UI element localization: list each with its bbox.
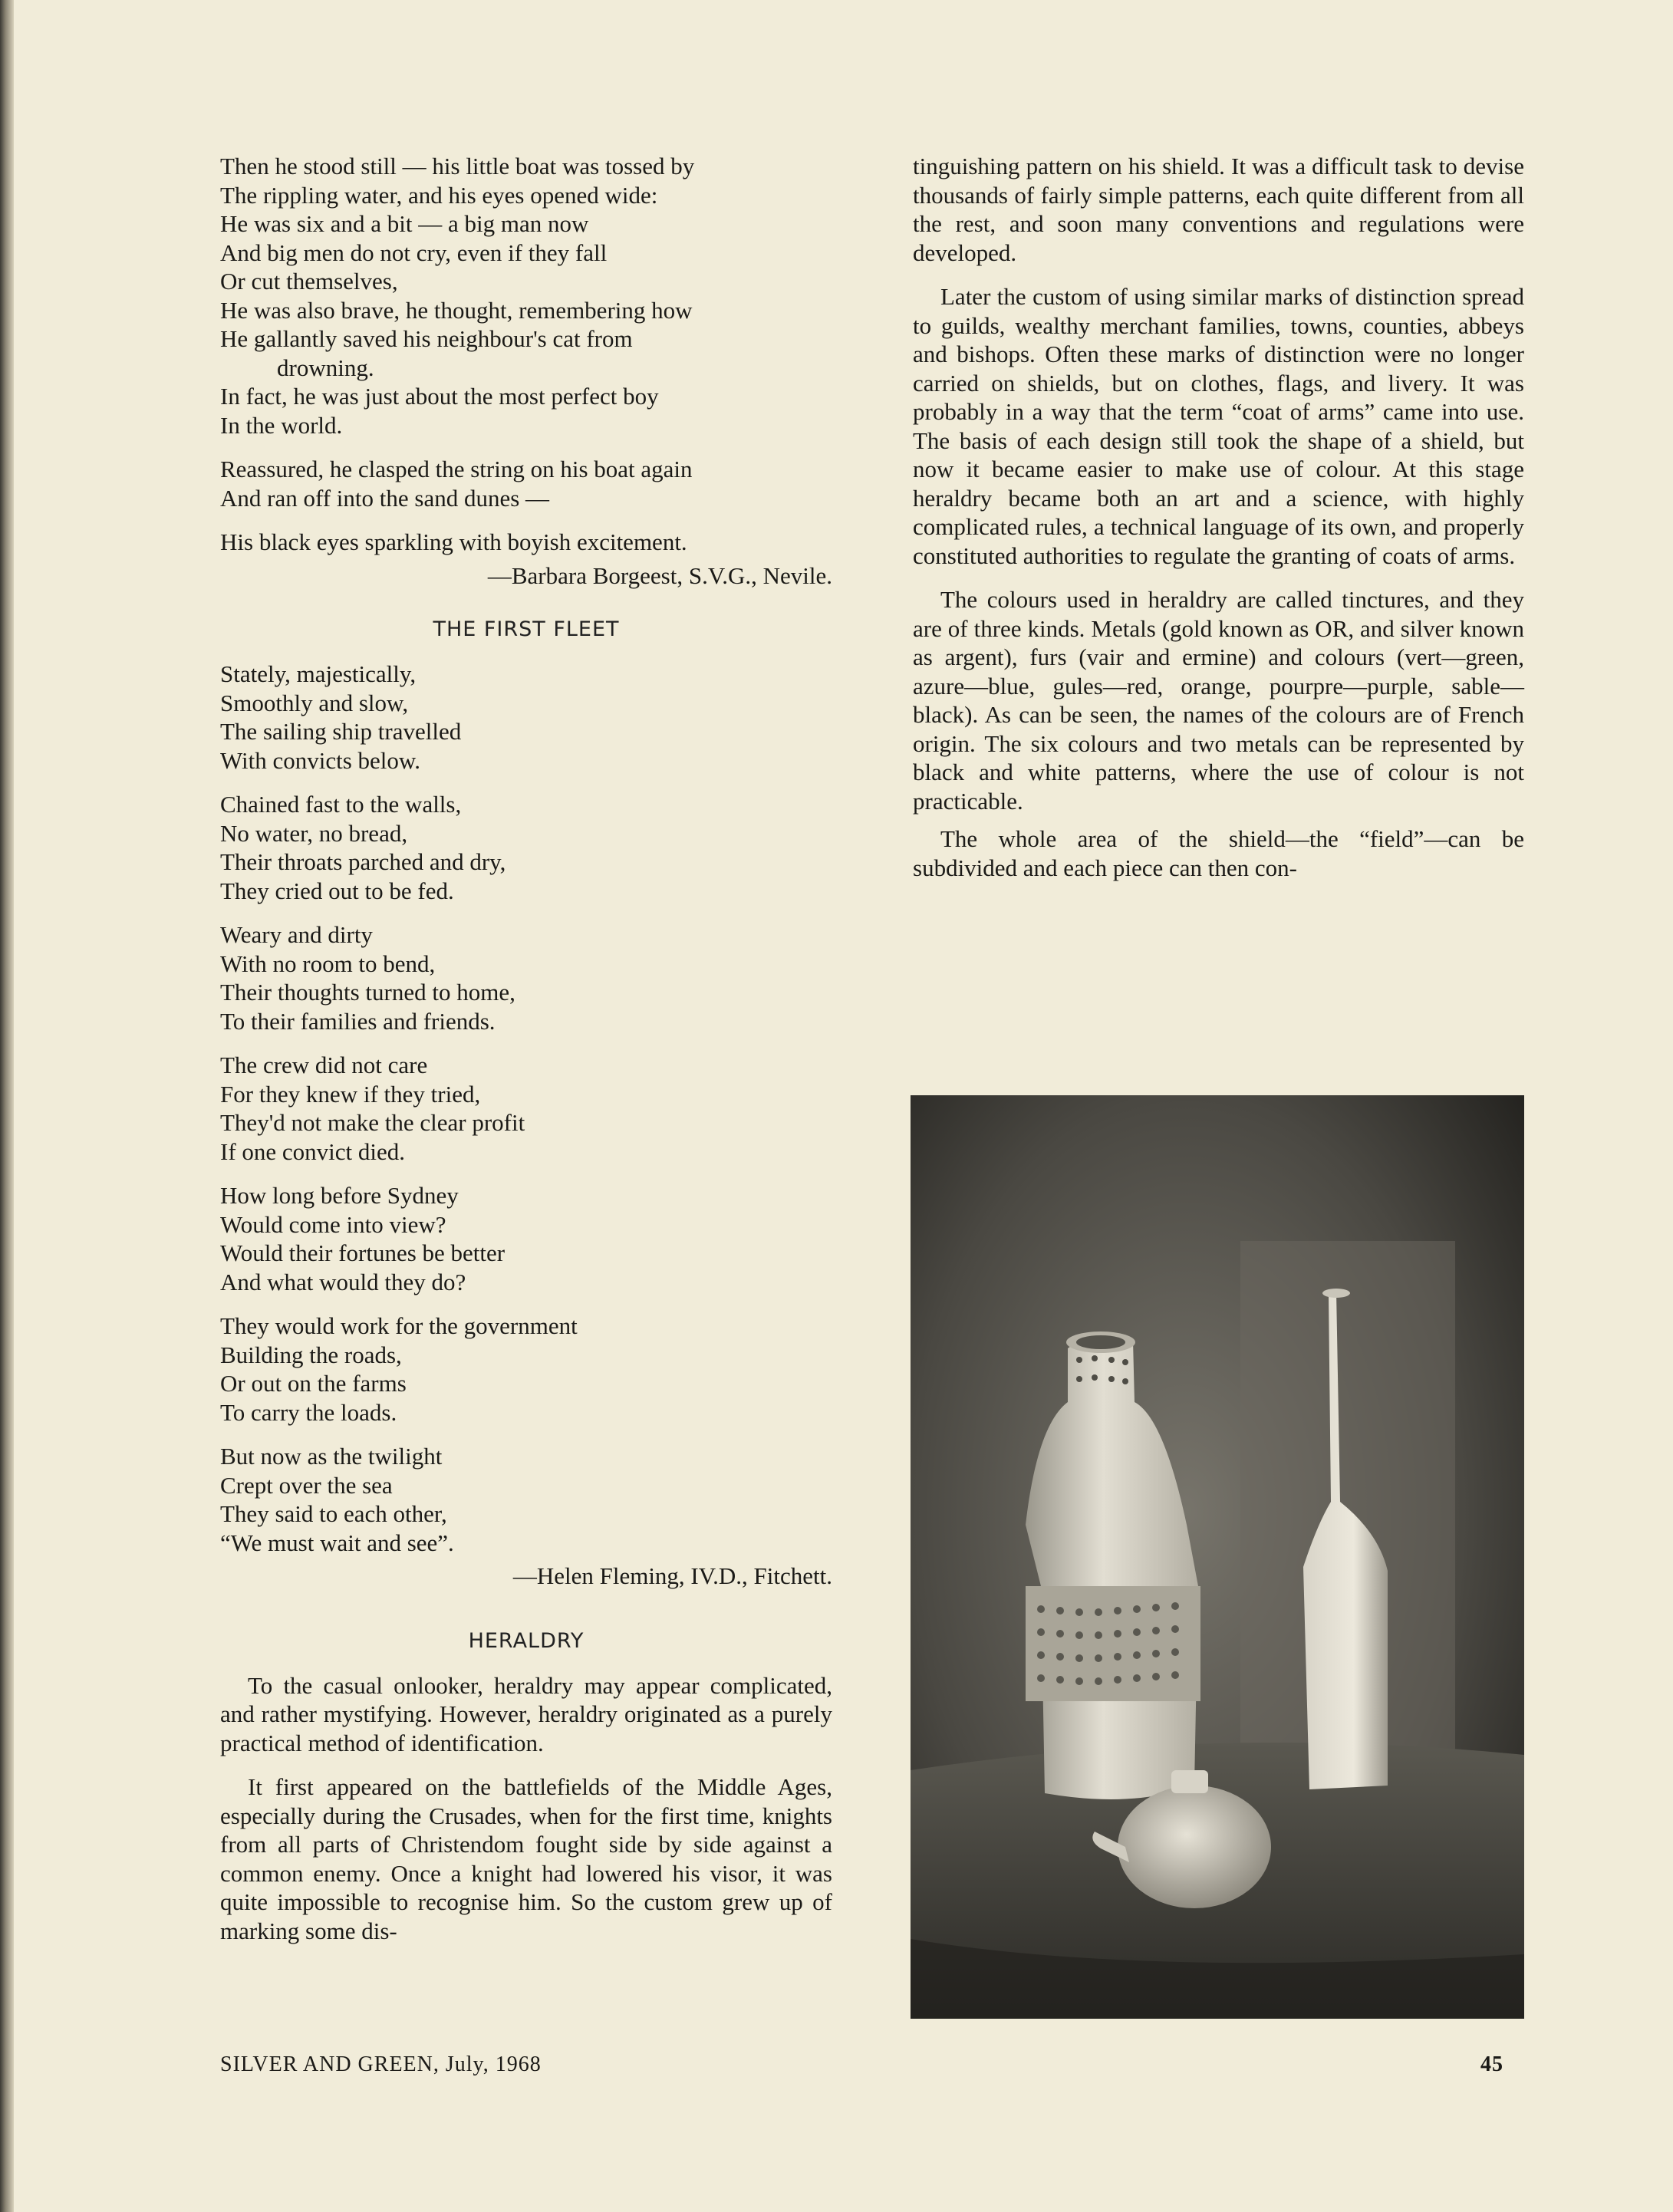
poem-line: Stately, majestically, xyxy=(220,660,417,687)
poem-line: Reassured, he clasped the string on his boat again xyxy=(220,456,693,482)
poem-line: His black eyes sparkling with boyish excitement. xyxy=(220,528,687,555)
poem-line: If one convict died. xyxy=(220,1137,406,1165)
poem-line: With convicts below. xyxy=(220,746,421,774)
poem-line: Weary and dirty xyxy=(220,921,373,948)
poem-line: Or out on the farms xyxy=(220,1370,407,1397)
poem-line: Crept over the sea xyxy=(220,1471,393,1499)
poem-line: The sailing ship travelled xyxy=(220,718,462,745)
poem-line: Chained fast to the walls, xyxy=(220,791,462,818)
poem-line: They said to each other, xyxy=(220,1500,447,1527)
poem-line: They would work for the government xyxy=(220,1312,578,1339)
poem-2-title: THE FIRST FLEET xyxy=(433,617,620,641)
poem-line: But now as the twilight xyxy=(220,1443,443,1470)
poem-line: How long before Sydney xyxy=(220,1182,459,1209)
poem-line: No water, no bread, xyxy=(220,819,408,847)
poem-line: With no room to bend, xyxy=(220,950,436,977)
poem-line: Then he stood still — his little boat was tossed by xyxy=(220,153,695,179)
right-column xyxy=(913,152,1524,897)
pottery-photo-image xyxy=(911,1095,1524,2019)
heraldry-paragraph: It first appeared on the battlefields of the Middle Ages, especially during the Crusades, when for the first time, knights from all parts of Christendom fought side by side against a common enemy. Once a knight had lowered his visor, it was quite impossible to recognise him. So the custom grew up of marking some dis- xyxy=(220,1773,832,1944)
poem-line: They cried out to be fed. xyxy=(220,877,454,904)
poem-line: Or cut themselves, xyxy=(220,268,398,295)
footer-publication: SILVER AND GREEN, July, 1968 xyxy=(220,2052,542,2076)
poem-line: Their throats parched and dry, xyxy=(220,848,506,875)
poem-2 xyxy=(220,660,832,1591)
poem-line: Building the roads, xyxy=(220,1341,402,1368)
poem-line: “We must wait and see”. xyxy=(220,1529,454,1556)
poem-line: Would come into view? xyxy=(220,1210,446,1238)
poem-line: And ran off into the sand dunes — xyxy=(220,484,550,512)
poem-line: The rippling water, and his eyes opened wide: xyxy=(220,181,658,209)
poem-line: Smoothly and slow, xyxy=(220,689,409,716)
binding-edge xyxy=(0,0,14,2212)
poem-1 xyxy=(220,152,832,590)
poem-line: Would their fortunes be better xyxy=(220,1239,506,1266)
poem-2-stanza xyxy=(220,790,832,905)
heraldry-paragraph: The colours used in heraldry are called tinctures, and they are of three kinds. Metals (gold known as OR, and silver known as argent), furs (vair and ermine) and colours (vert—green, azure—blue, gules—red, orange, pourpre—purple, sable—black). As can be seen, the names of the colours are of French origin. The six colours and two metals can be represented by black and white patterns, where the use of colour is not practicable. xyxy=(913,586,1524,815)
poem-line: And what would they do? xyxy=(220,1268,466,1295)
poem-1-stanza xyxy=(220,455,832,512)
poem-2-attribution: —Helen Fleming, IV.D., Fitchett. xyxy=(512,1562,832,1589)
poem-line: To their families and friends. xyxy=(220,1007,496,1035)
heraldry-title: HERALDRY xyxy=(468,1628,585,1653)
heraldry-paragraph: To the casual onlooker, heraldry may appear complicated, and rather mystifying. However, heraldry originated as a purely practical method of identification. xyxy=(220,1671,832,1756)
poem-line: He was also brave, he thought, remembering how xyxy=(220,296,693,324)
poem-line: He was six and a bit — a big man now xyxy=(220,210,589,237)
heraldry-paragraph: Later the custom of using similar marks of distinction spread to guilds, wealthy merchant families, towns, counties, abbeys and bishops. Often these marks of distinction were no longer carried on shields, but on clothes, flags, and livery. It was probably in a way that the term “coat of arms” came into use. The basis of each design still took the shape of a shield, but now it became easier to make use of colour. At this stage heraldry became both an art and a science, with highly complicated rules, a technical language of its own, and properly constituted authorities to regulate the granting of coats of arms. xyxy=(913,283,1524,569)
poem-2-stanza xyxy=(220,920,832,1035)
poem-2-stanza xyxy=(220,1312,832,1427)
poem-2-stanza xyxy=(220,1181,832,1296)
left-column xyxy=(220,152,832,1960)
footer-page-number: 45 xyxy=(1480,2052,1503,2076)
poem-line: They'd not make the clear profit xyxy=(220,1109,525,1136)
poem-line: To carry the loads. xyxy=(220,1398,397,1426)
poem-line: For they knew if they tried, xyxy=(220,1080,481,1108)
poem-line: In fact, he was just about the most perfect boy xyxy=(220,383,659,410)
poem-line: Their thoughts turned to home, xyxy=(220,979,515,1006)
heraldry-paragraph: tinguishing pattern on his shield. It was a difficult task to devise thousands of fairly simple patterns, each quite different from all the rest, and soon many conventions and regulations were developed. xyxy=(913,153,1524,266)
poem-line: He gallantly saved his neighbour's cat from xyxy=(220,325,633,352)
heraldry-paragraph: The whole area of the shield—the “field”—can be subdivided and each piece can then con- xyxy=(913,825,1524,881)
poem-1-stanza xyxy=(220,152,832,439)
poem-2-stanza xyxy=(220,1051,832,1166)
poem-line: And big men do not cry, even if they fall xyxy=(220,239,608,266)
pottery-photograph xyxy=(911,1095,1524,2019)
poem-1-attribution: —Barbara Borgeest, S.V.G., Nevile. xyxy=(487,561,832,589)
poem-2-stanza xyxy=(220,660,832,775)
poem-line: The crew did not care xyxy=(220,1052,428,1078)
poem-2-stanza xyxy=(220,1442,832,1557)
poem-line: drowning. xyxy=(277,354,374,381)
poem-line: In the world. xyxy=(220,411,343,439)
